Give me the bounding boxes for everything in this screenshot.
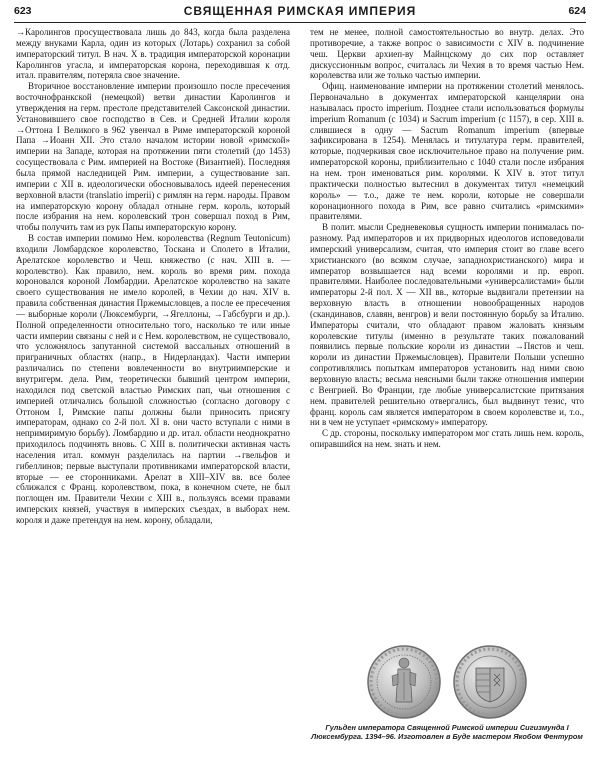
paragraph: →Каролингов просуществовала лишь до 843, когда была разделена между внуками Карла, один из которых (Лотарь) сохранил за собой императорский титул. В нач. X в. традиция императорской коронации Каролингов угасла, и императорская корона, переходившая к отд. итал. правителям, потеряла свое значение. [16, 27, 290, 81]
coin-reverse [454, 646, 526, 718]
paragraph: Офиц. наименование империи на протяжении столетий менялось. Первоначально в документах императорской канцелярии она называлась просто imperium. Позднее стали использоваться формулы imperium Romanum (с 1034) и Sacrum imperium (с 1157), в сер. XIII в. слившиеся в одну — Sacrum Romanum imperium (впервые зафиксирована в 1254). Менялась и титулатура герм. правителей, которые, подчеркивая свое исключительное право на получение рим. императорской короны, приблизительно с 1040 стали после избрания на нем. трон именоваться рим. королями. К XIV в. этот титул практически полностью вытеснил в документах титул «немецкий король» — т.о., даже те нем. короли, которые не совершали коронационного похода в Рим, все равно считались «римскими» правителями. [310, 81, 584, 222]
coin-obverse [368, 646, 440, 718]
page-header [14, 5, 586, 21]
paragraph: Вторичное восстановление империи произошло после пресечения восточнофранкской (немецкой) ветви династии Каролингов и утверждения на герм. престоле представителей Саксонской династии. Установившего свое господство в Сев. и Средней Италии короля →Оттона I Великого в 962 увенчал в Риме императорской короной Папа →Иоанн XII. Это стало началом истории новой «римской» империи на Западе, которая на протяжении пяти столетий (до 1453) сосуществовала с Рим. империей на Востоке (Византией). Последняя была прямой наследницей Рим. империи, а существование зап. империи с XII в. идеологически обосновывалось идеей перенесения верховной власти (translatio imperii) с римлян на герм. народы. Правом на императорскую корону обладал отныне герм. король, который после избрания на нем. королевский трон совершал поход в Рим, чтобы получить там из рук Папы императорскую корону. [16, 81, 290, 233]
header-rule [14, 22, 586, 23]
paragraph: В полит. мысли Средневековья сущность империи понималась по-разному. Рад императоров и их придворных идеологов исповедовали имперский универсализм, считая, что империя стоит во главе всего христианского (во всяком случае, западнохристианского) мира и император возвышается над всеми королями и пр. европ. правителями. Наиболее последовательными «универсалистами» были императоры 2-й пол. X — XII вв., которые выдвигали претензии на верховную власть в отношении новообращенных народов (скандинавов, славян, венгров) и вели постоянную борьбу за Италию. Императоры считали, что обладают правом жаловать князьям королевские титулы (именно в результате таких пожалований появились первые польские короли из династии →Пястов и чеш. короли из династии Пржемысловцев). Правители Польши успешно сопротивлялись попыткам императоров установить над ними свою верховную власть; весьма неясными были также отношения империи с Венгрией. Во Франции, где любые универсалистские притязания нем. правителей решительно отвергались, был выдвинут тезис, что франц. король сам является императором в своем королевстве и, т.о., ни в чем не уступает «римскому» императору. [310, 222, 584, 428]
running-title: СВЯЩЕННАЯ РИМСКАЯ ИМПЕРИЯ [183, 4, 417, 18]
page-number-right: 624 [568, 5, 586, 17]
figure-caption: Гульден императора Священной Римской империи Сигизмунда I Люксембурга. 1394–96. Изготовлен в Буде мастером Якобом Фентуром [311, 723, 583, 742]
gold-coins-image [362, 644, 532, 720]
right-column [310, 27, 584, 450]
coin-figure [310, 644, 584, 752]
paragraph: В состав империи помимо Нем. королевства (Regnum Teutonicum) входили Ломбардское королевство, Тоскана и Сполето в Италии, Арелатское королевство и Чеш. княжество (с нач. XIII в. — королевство). Как правило, нем. король во время рим. похода короновался короной Ломбардии. Арелатское королевство на закате своего существования не имело королей, в Чехии до нач. XIV в. правила собственная династия Пржемысловцев, а после ее пресечения — выборные короли (Люксембурги, →Ягеллоны, →Габсбурги и др.). Полной определенности относительно того, насколько те или иные части империи связаны с ней и с Нем. королевством, не существовало, что усложнялось запутанной системой вассальных отношений в приграничных областях (напр., в Нидерландах). Части империи различались по степени вовлеченности во внутриимперские и внутригерм. дела. Рим, теоретически бывший центром империи, находился под светской властью Римских пап, чьи отношения с империей отличались большой сложностью (согласно договору с Оттоном I, Римские папы должны были приносить присягу императорам, однако со 2-й пол. XI в. они часто вступали с ними в непримиримую борьбу). Ломбардию и др. итал. области неоднократно приходилось подчинять вновь. С XIII в. политически активная часть населения итал. коммун разделилась на партии →гвельфов и гибеллинов; первые выступали противниками императорской власти, вторые — ее сторонниками. Арелат в XIII–XIV вв. все более сближался с Франц. королевством, пока, в конечном счете, не был поглощен им. Правители Чехии с XIII в., пользуясь всеми правами имперских князей, участвуя в имперских съездах, в выборах нем. короля и даже претендуя на нем. корону, обладали, [16, 233, 290, 525]
paragraph: С др. стороны, поскольку императором мог стать лишь нем. король, опиравшийся на нем. знать и нем. [310, 428, 584, 450]
paragraph: тем не менее, полной самостоятельностью во внутр. делах. Это противоречие, а также вопрос о зависимости с XIV в. подчинение чеш. Церкви архиеп-ву Майнцскому до сих пор оставляет дискуссионным вопрос, считалась ли Чехия в то время частью Нем. королевства или же только частью империи. [310, 27, 584, 81]
left-column [16, 27, 290, 526]
page-number-left: 623 [14, 5, 32, 17]
